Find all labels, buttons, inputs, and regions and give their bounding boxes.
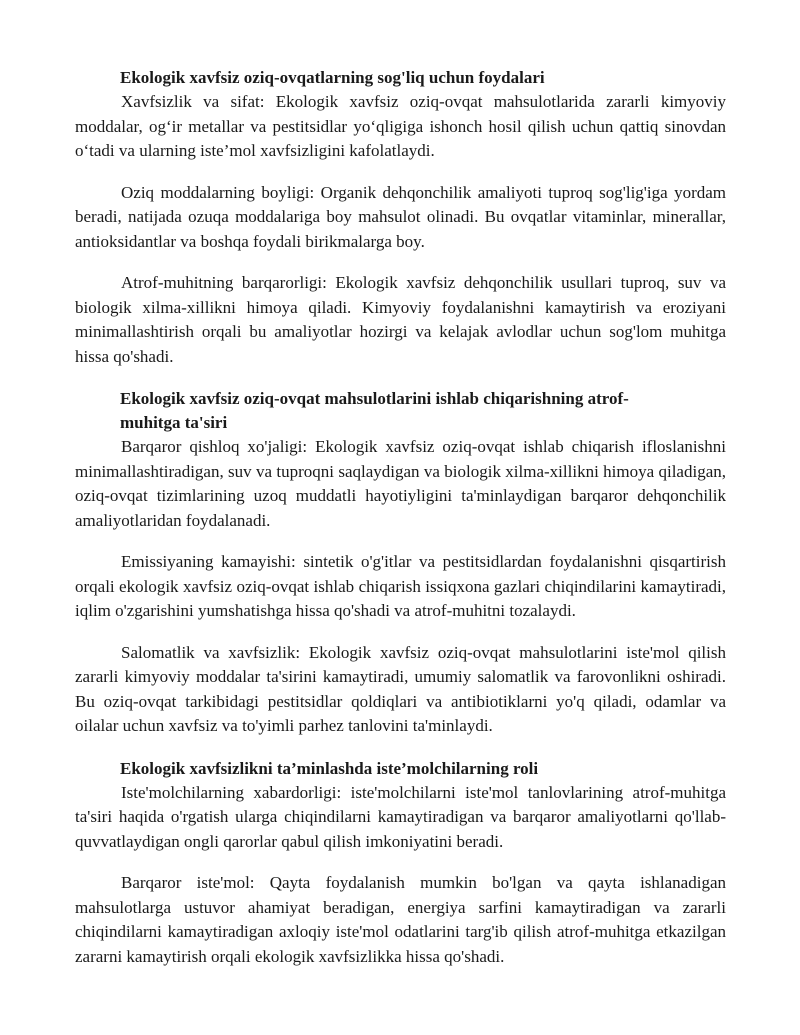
paragraph-environmental-sustainability: Atrof-muhitning barqarorligi: Ekologik xavfsiz dehqonchilik usullari tuproq, suv va biologik xilma-xillikni himoya qiladi. Kimyoviy foydalanishni kamaytirish va eroziyani minimallashtirish orqali bu amaliyotlar hozirgi va kelajak avlodlar uchun sog'lom muhitga hissa qo'shadi. bbox=[75, 273, 726, 366]
section-heading-health-benefits: Ekologik xavfsiz oziq-ovqatlarning sog'liq uchun foydalari bbox=[120, 68, 545, 87]
paragraph-nutrient-richness: Oziq moddalarning boyligi: Organik dehqonchilik amaliyoti tuproq sog'lig'iga yordam beradi, natijada ozuqa moddalariga boy mahsulot olinadi. Bu ovqatlar vitaminlar, minerallar, antioksidantlar va boshqa foydali birikmalarga boy. bbox=[75, 182, 726, 251]
paragraph-sustainable-consumption: Barqaror iste'mol: Qayta foydalanish mumkin bo'lgan va qayta ishlanadigan mahsulotlarga ustuvor ahamiyat beradigan, energiya sarfini kamaytiradigan va zararli chiqindilarni kamaytiradigan axloqiy iste'mol odatlarini targ'ib qilish atrof-muhitga etkazilgan zararni kamaytirish orqali ekologik xavfsizlikka hissa qo'shadi. bbox=[75, 873, 726, 966]
paragraph-emission-reduction: Emissiyaning kamayishi: sintetik o'g'itlar va pestitsidlardan foydalanishni qisqartirish orqali ekologik xavfsiz oziq-ovqat ishlab chiqarish issiqxona gazlari chiqindilarini kamaytiradi, iqlim o'zgarishini yumshatishga hissa qo'shadi va atrof-muhitni tozalaydi. bbox=[75, 552, 726, 620]
paragraph-safety-quality: Xavfsizlik va sifat: Ekologik xavfsiz oziq-ovqat mahsulotlarida zararli kimyoviy moddalar, og‘ir metallar va pestitsidlar yo‘qligiga ishonch hosil qilish uchun qattiq sinovdan o‘tadi va ularning iste’mol xavfsizligini kafolatlaydi. bbox=[75, 92, 726, 160]
section-heading-environmental-impact: Ekologik xavfsiz oziq-ovqat mahsulotlarini ishlab chiqarishning atrof-muhitga ta'siri bbox=[120, 389, 629, 432]
paragraph-sustainable-agriculture: Barqaror qishloq xo'jaligi: Ekologik xavfsiz oziq-ovqat ishlab chiqarish ifloslanishni minimallashtiradigan, suv va tuproqni saqlaydigan va biologik xilma-xillikni himoya qiladigan, oziq-ovqat tizimlarining uzoq muddatli hayotiyligini ta'minlaydigan barqaror dehqonchilik amaliyotlaridan foydalanadi. bbox=[75, 437, 726, 530]
paragraph-consumer-awareness: Iste'molchilarning xabardorligi: iste'molchilarni iste'mol tanlovlarining atrof-muhitga ta'siri haqida o'rgatish ularga chiqindilarni kamaytiradigan va barqaror amaliyotlarni qo'llab-quvvatlaydigan ongli qarorlar qabul qilish imkoniyatini beradi. bbox=[75, 782, 726, 851]
section-heading-consumer-role: Ekologik xavfsizlikni ta’minlashda iste’molchilarning roli bbox=[120, 758, 539, 778]
document-page bbox=[75, 66, 726, 969]
paragraph-health-and-safety: Salomatlik va xavfsizlik: Ekologik xavfsiz oziq-ovqat mahsulotlarini iste'mol qilish zararli kimyoviy moddalar ta'sirini kamaytiradi, umumiy salomatlik va farovonlikni oshiradi. Bu oziq-ovqat tarkibidagi pestitsidlar qoldiqlari va antibiotiklarni yo'q qiladi, odamlar va oilalar uchun xavfsiz va to'yimli parhez tanlovini ta'minlaydi. bbox=[75, 642, 726, 735]
